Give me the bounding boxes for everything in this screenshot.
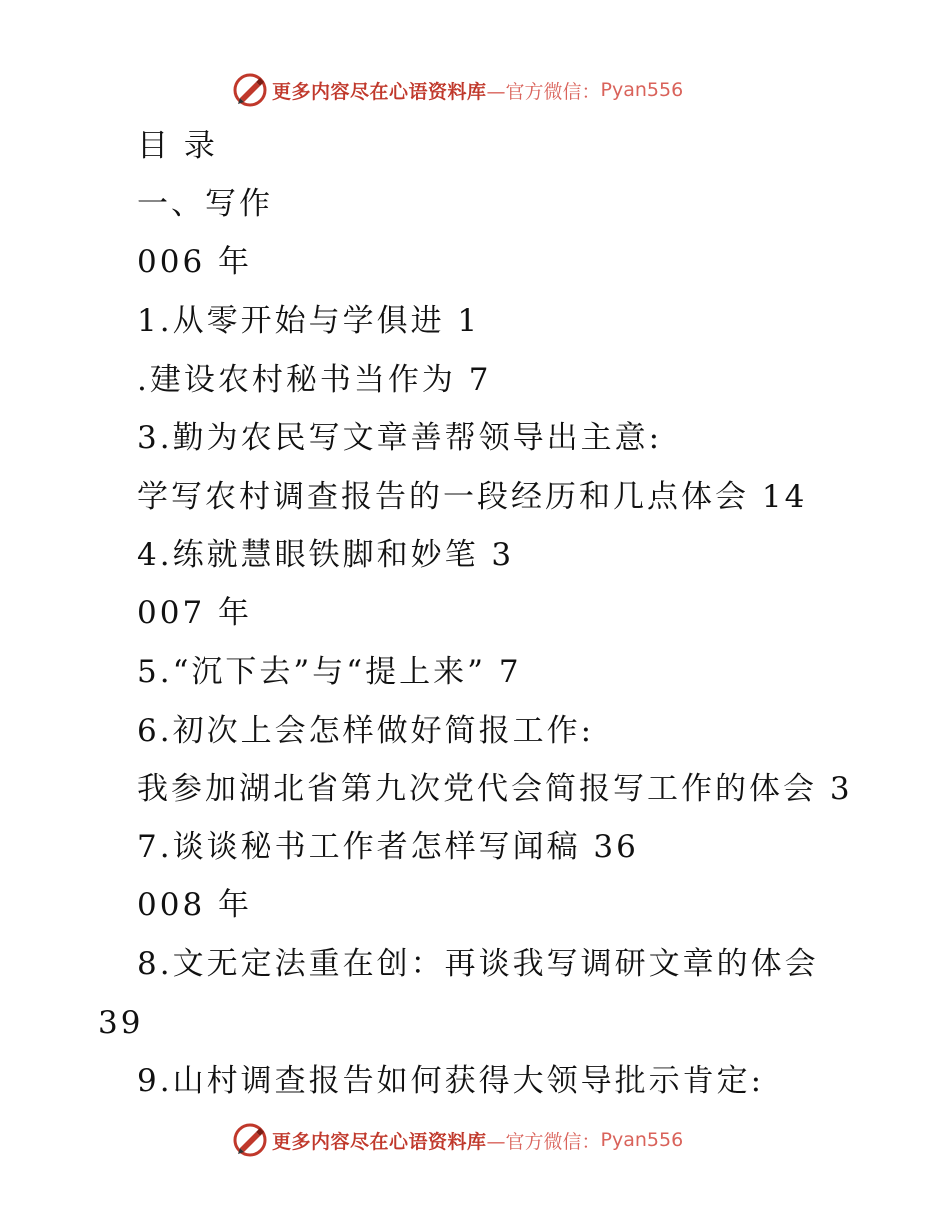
toc-item-6-title: 6.初次上会怎样做好简报工作: [137,713,595,749]
toc-item-3-title: 3.勤为农民写文章善帮领导出主意: [137,420,663,456]
toc-item-9-title: 9.山村调查报告如何获得大领导批示肯定: [137,1063,765,1099]
toc-item-8-title: 8.文无定法重在创：再谈我写调研文章的体会 [137,946,819,982]
toc-item-8-page: 39 [98,1005,144,1041]
watermark-separator: —官方微信： [486,1130,601,1153]
toc-item-2: .建设农村秘书当作为 7 [137,362,492,398]
section-title-writing: 一、写作 [137,186,273,222]
watermark-handle: Pyan556 [600,79,684,101]
pen-logo-icon [232,72,268,108]
toc-item-5: 5.“沉下去”与“提上来” 7 [137,654,522,690]
year-label-2008: 008 年 [137,887,253,923]
watermark-footer [232,1120,683,1160]
toc-item-1: 1.从零开始与学俱进 1 [137,303,481,339]
watermark-brand: 更多内容尽在心语资料库 [272,80,487,103]
toc-item-6-subtitle: 我参加湖北省第九次党代会简报写工作的体会 3 [137,771,853,807]
watermark-header [232,70,683,110]
toc-item-3-subtitle: 学写农村调查报告的一段经历和几点体会 14 [137,479,808,515]
watermark-brand: 更多内容尽在心语资料库 [272,1130,487,1153]
watermark-handle: Pyan556 [600,1129,684,1151]
toc-item-7: 7.谈谈秘书工作者怎样写闻稿 36 [137,829,639,865]
watermark-separator: —官方微信： [486,80,601,103]
year-label-2007: 007 年 [137,595,253,631]
pen-logo-icon [232,1122,268,1158]
toc-heading: 目 录 [137,128,218,164]
toc-item-4: 4.练就慧眼铁脚和妙笔 3 [137,537,515,573]
year-label-2006: 006 年 [137,244,253,280]
